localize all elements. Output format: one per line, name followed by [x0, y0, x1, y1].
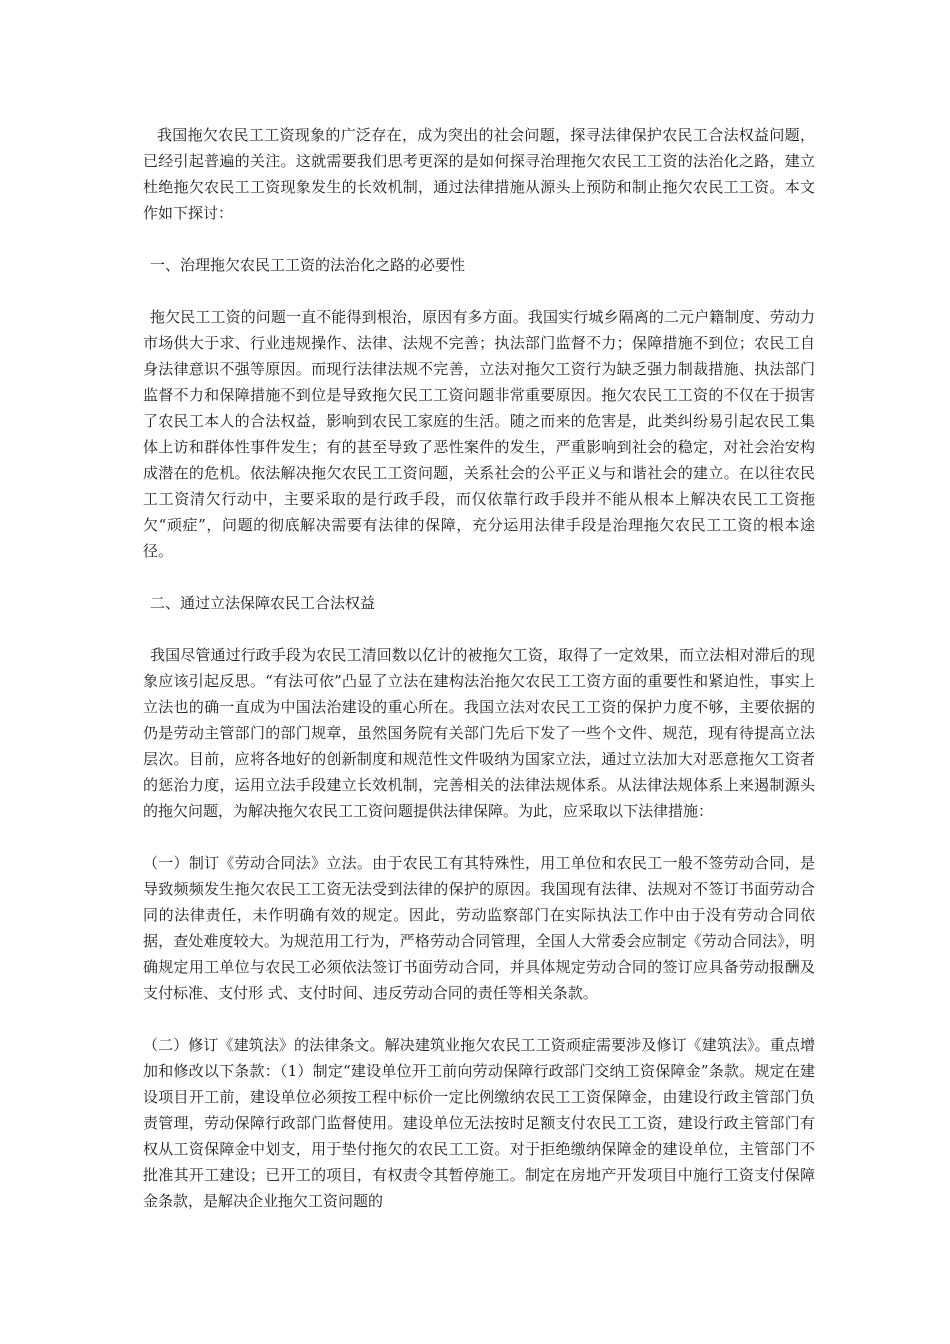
section-2-paragraph: 我国尽管通过行政手段为农民工清回数以亿计的被拖欠工资，取得了一定效果，而立法相对滞后的现象应该引起反思。“有法可依”凸显了立法在建构法治拖欠农民工工资方面的重要性和紧迫性，事实上立法也的确一直成为中国法治建设的重心所在。我国立法对农民工工资的保护力度不够，主要依据的仍是劳动主管部门的部门规章，虽然国务院有关部门先后下发了一些个文件、规范，现有待提高立法层次。目前，应将各地好的创新制度和规范性文件吸纳为国家立法，通过立法加大对恶意拖欠工资者的惩治力度，运用立法手段建立长效机制，完善相关的法律法规体系。从法律法规体系上来遏制源头的拖欠问题，为解决拖欠农民工工资问题提供法律保障。为此，应采取以下法律措施： — [143, 646, 815, 820]
intro-paragraph: 我国拖欠农民工工资现象的广泛存在，成为突出的社会问题，探寻法律保护农民工合法权益问题，已经引起普遍的关注。这就需要我们思考更深的是如何探寻治理拖欠农民工工资的法治化之路，建立杜绝拖欠农民工工资现象发生的长效机制，通过法律措施从源头上预防和制止拖欠农民工工资。本文作如下探讨： — [143, 126, 815, 222]
measure-2-paragraph: （二）修订《建筑法》的法律条文。解决建筑业拖欠农民工工资顽症需要涉及修订《建筑法》。重点增加和修改以下条款：（1）制定“建设单位开工前向劳动保障行政部门交纳工资保障金”条款。规定在建设项目开工前，建设单位必须按工程中标价一定比例缴纳农民工工资保障金，由建设行政主管部门负责管理，劳动保障行政部门监督使用。建设单位无法按时足额支付农民工工资，建设行政主管部门有权从工资保障金中划支，用于垫付拖欠的农民工工资。对于拒绝缴纳保障金的建设单位，主管部门不批准其开工建设；已开工的项目，有权责令其暂停施工。制定在房地产开发项目中施行工资支付保障金条款，是解决企业拖欠工资问题的 — [143, 1036, 815, 1210]
section-2-heading: 二、通过立法保障农民工合法权益 — [150, 594, 376, 612]
section-1-paragraph: 拖欠民工工资的问题一直不能得到根治，原因有多方面。我国实行城乡隔离的二元户籍制度、劳动力市场供大于求、行业违规操作、法律、法规不完善；执法部门监督不力；保障措施不到位；农民工自身法律意识不强等原因。而现行法律法规不完善，立法对拖欠工资行为缺乏强力制裁措施、执法部门监督不力和保障措施不到位是导致拖欠民工工资问题非常重要原因。拖欠农民工工资的不仅在于损害了农民工本人的合法权益，影响到农民工家庭的生活。随之而来的危害是，此类纠纷易引起农民工集体上访和群体性事件发生；有的甚至导致了恶性案件的发生，严重影响到社会的稳定，对社会治安构成潜在的危机。依法解决拖欠农民工工资问题，关系社会的公平正义与和谐社会的建立。在以往农民工工资清欠行动中，主要采取的是行政手段，而仅依靠行政手段并不能从根本上解决农民工工资拖欠“顽症”，问题的彻底解决需要有法律的保障，充分运用法律手段是治理拖欠农民工工资的根本途径。 — [143, 308, 815, 560]
measure-1-paragraph: （一）制订《劳动合同法》立法。由于农民工有其特殊性，用工单位和农民工一般不签劳动合同，是导致频频发生拖欠农民工工资无法受到法律的保护的原因。我国现有法律、法规对不签订书面劳动合同的法律责任，未作明确有效的规定。因此，劳动监察部门在实际执法工作中由于没有劳动合同依据，查处难度较大。为规范用工行为，严格劳动合同管理，全国人大常委会应制定《劳动合同法》，明确规定用工单位与农民工必须依法签订书面劳动合同，并具体规定劳动合同的签订应具备劳动报酬及支付标准、支付形 式、支付时间、违反劳动合同的责任等相关条款。 — [143, 854, 815, 1002]
document-body — [143, 122, 815, 1214]
section-1-heading: 一、治理拖欠农民工工资的法治化之路的必要性 — [150, 256, 466, 274]
